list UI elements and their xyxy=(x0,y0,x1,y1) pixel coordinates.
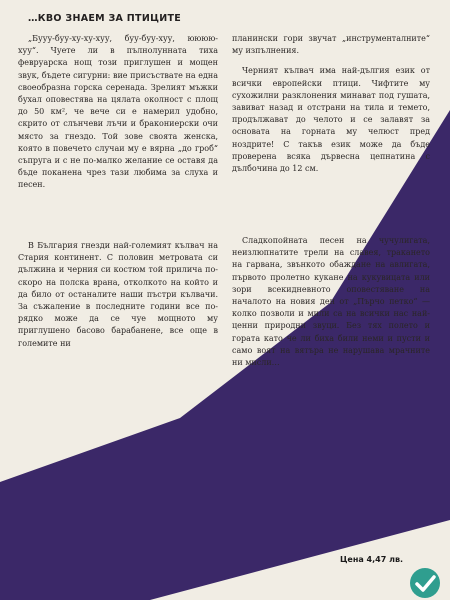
paragraph-instruments: планински гори звучат „инструменталните“ му изпълнения. xyxy=(232,34,430,56)
seller-logo-icon xyxy=(408,566,442,600)
page-heading: …КВО ЗНАЕМ ЗА ПТИЦИТЕ xyxy=(28,13,182,24)
right-column-bottom xyxy=(232,235,430,369)
paragraph-tongue: Черният кълвач има най-дългия език от всички европейски птици. Чифтите му сухожилни разклонения минават под гушата, завиват назад и отстрани на тила и темето, продължават до челото и се залавят за основата на горната му челюст пред ноздрите! С такъв език може да бъде проверена всяка дървесна цепнатина с дълбочина до 12 см. xyxy=(232,66,430,174)
paragraph-owl: „Бууу-буу-ху-ху-хуу, буу-буу-хуу, юююю-хуу“. Чуете ли в пълнолунната тиха февруарска нощ този приглушен и мощен звук, бъдете сигурни: вие присъствате на една своеобразна горска серенада. Зрелият мъжки бухал оповестява на цялата околност с площ до 50 км², че вече си е намерил удобно, скрито от слънчеви лъчи и бракониерски очи място за гнездо. Той зове своята женска, която в повечето случаи му е вярна „до гроб“ съпруга и с не по-малко желание се оставя да бъде поканена чрез тази любима за слуха и песен. xyxy=(18,34,218,190)
paragraph-songs: Сладкопойната песен на чучулигата, неизлюпнатите трели на славея, тракането на гарвана, звънкото обаждане на авлигата, първото пролетно кукане на кукувицата или зори всекидневното оповестяване на началото на новия ден от „Пърчо петко“ — колко позволи и мили са на всички нас най-ценни природни звуци. Без тях полето и гората като че ли биха били неми и пусти и само воят на вятъра не нарушава мрачните ни мисли… xyxy=(232,236,430,368)
left-column-bottom xyxy=(18,240,218,350)
right-column-top xyxy=(232,33,430,175)
left-column-top xyxy=(18,33,218,192)
price-label: Цена 4,47 лв. xyxy=(340,555,404,564)
paragraph-woodpecker-intro: В България гнезди най-големият кълвач на Стария континент. С половин метровата си дължина и черния си костюм той прилича по-скоро на полска врана, отколкото на който и да било от останалите наши пъстри кълвачи. За съжаление в последните години все по-рядко може да се чуе мощното му приглушено басово барабанене, все още в големите ни xyxy=(18,241,218,348)
